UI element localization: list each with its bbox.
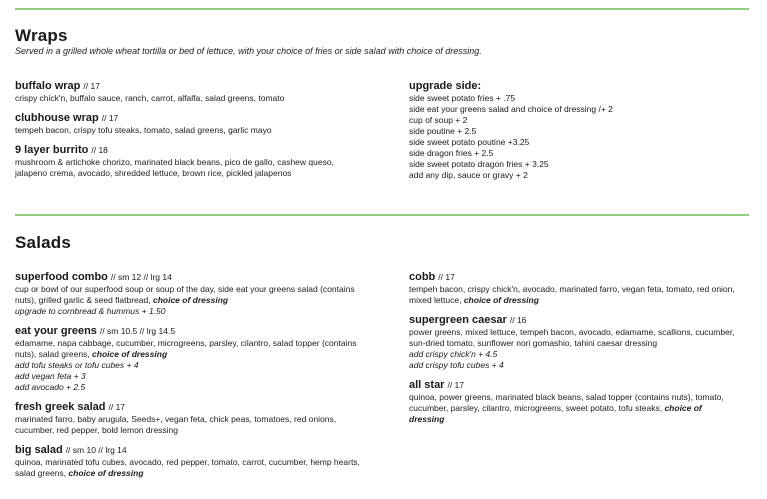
upgrade-side-title: upgrade side: [409,80,482,92]
item-addon: upgrade to cornbread & hummus + 1.50 [15,306,166,316]
item-name: clubhouse wrap [15,112,99,124]
item-name: all star [409,379,445,391]
menu-item-fresh-greek-salad [15,400,360,436]
choice-of-dressing: choice of dressing [463,295,539,305]
upgrade-side-block [409,79,739,181]
item-price: // 18 [91,145,108,155]
item-addon: add crispy tofu cubes + 4 [409,360,504,370]
item-name: buffalo wrap [15,80,81,92]
wraps-items [15,79,395,186]
item-price: // sm 10 // lrg 14 [65,445,127,455]
item-name: big salad [15,444,63,456]
item-description: tempeh bacon, crispy chick'n, avocado, marinated farro, vegan feta, tomato, red onion, mixed lettuce, [409,284,735,305]
upgrade-option: side sweet potato poutine +3.25 [409,137,530,147]
item-name: superfood combo [15,271,108,283]
top-divider [15,8,749,10]
wraps-title: Wraps [15,26,68,45]
salads-left-column [15,270,360,486]
menu-item-supergreen-caesar [409,313,739,371]
upgrade-option: cup of soup + 2 [409,115,468,125]
item-description: quinoa, marinated tofu cubes, avocado, red pepper, tomato, carrot, cucumber, hemp hearts, salad greens, [15,457,360,478]
item-description: quinoa, power greens, marinated black beans, salad topper (contains nuts), tomato, cucumber, parsley, cilantro, microgreens, sweet potato, tofu steaks, [409,392,724,413]
menu-item-eat-your-greens [15,324,360,393]
menu-item-all-star [409,378,739,425]
upgrade-option: side sweet potato fries + .75 [409,93,516,103]
item-price: // sm 10.5 // lrg 14.5 [99,326,176,336]
item-name: eat your greens [15,325,97,337]
item-addon: add vegan feta + 3 [15,371,86,381]
choice-of-dressing: choice of dressing [92,349,168,359]
wraps-subtitle: Served in a grilled whole wheat tortilla or bed of lettuce, with your choice of fries or side salad with choice of dressing. [15,46,482,56]
menu-item-big-salad [15,443,360,479]
upgrade-option: side eat your greens salad and choice of dressing /+ 2 [409,104,613,114]
upgrade-option: side sweet potato dragon fries + 3.25 [409,159,549,169]
item-description: crispy chick'n, buffalo sauce, ranch, carrot, alfalfa, salad greens, tomato [15,93,285,103]
salads-right-column [409,270,739,432]
item-price: // 17 [438,272,455,282]
item-name: supergreen caesar [409,314,507,326]
item-name: cobb [409,271,436,283]
item-price: // 17 [447,380,465,390]
menu-item-cobb [409,270,739,306]
item-addon: add crispy chick'n + 4.5 [409,349,498,359]
menu-item-9-layer-burrito [15,143,395,179]
item-price: // 17 [83,81,100,91]
item-name: fresh greek salad [15,401,106,413]
item-description: edamame, napa cabbage, cucumber, microgreens, parsley, cilantro, salad topper (contains nuts), salad greens, [15,338,357,359]
upgrade-option: add any dip, sauce or gravy + 2 [409,170,528,180]
menu-item-superfood-combo [15,270,360,317]
item-addon: add avocado + 2.5 [15,382,86,392]
choice-of-dressing: choice of dressing [409,403,702,424]
upgrade-option: side dragon fries + 2.5 [409,148,494,158]
item-price: // 17 [101,113,119,123]
item-description: mushroom & artichoke chorizo, marinated black beans, pico de gallo, cashew queso, jalapeno crema, avocado, shredded lettuce, brown rice, pickled jalapenos [15,157,334,178]
item-description: power greens, mixed lettuce, tempeh bacon, avocado, edamame, scallions, cucumber, sun-dried tomato, sunflower nori gomashio, tahini caesar dressing [409,327,735,348]
item-description: marinated farro, baby arugula, Seeds+, vegan feta, chick peas, tomatoes, red onions, cucumber, red pepper, bold lemon dressing [15,414,337,435]
item-price: // 17 [108,402,126,412]
salads-title: Salads [15,233,72,252]
section-divider [15,214,749,216]
item-description: tempeh bacon, crispy tofu steaks, tomato, salad greens, garlic mayo [15,125,272,135]
item-price: // sm 12 // lrg 14 [110,272,172,282]
menu-item-clubhouse-wrap [15,111,395,136]
item-description: cup or bowl of our superfood soup or soup of the day, side eat your greens salad (contains nuts), grilled garlic & seed flatbread, [15,284,355,305]
choice-of-dressing: choice of dressing [152,295,229,305]
item-addon: add tofu steaks or tofu cubes + 4 [15,360,139,370]
menu-item-buffalo-wrap [15,79,395,104]
upgrade-option: side poutine + 2.5 [409,126,477,136]
item-price: // 16 [509,315,527,325]
item-name: 9 layer burrito [15,144,89,156]
choice-of-dressing: choice of dressing [68,468,144,478]
